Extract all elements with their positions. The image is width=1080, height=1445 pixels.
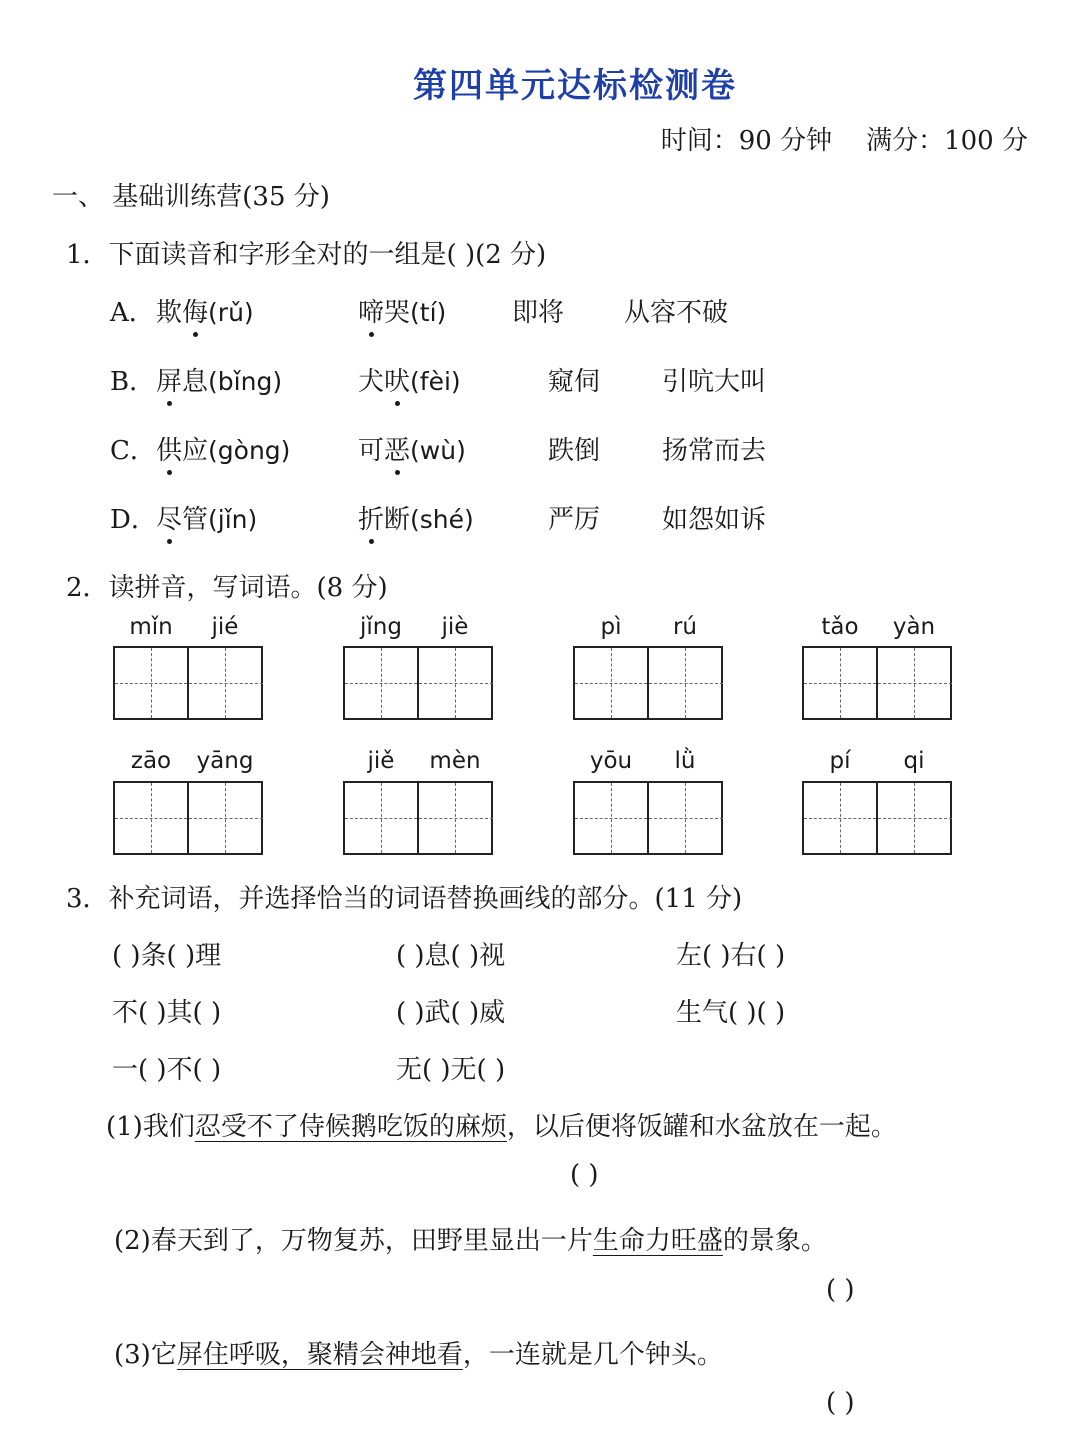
pinyin-label: jié <box>211 614 239 640</box>
pinyin-label: lǜ <box>674 748 696 774</box>
q2-stem: 2．读拼音，写词语。(8 分) <box>66 573 388 603</box>
writing-grid[interactable] <box>802 781 952 855</box>
pinyin-label: yàn <box>892 614 936 640</box>
exam-meta <box>627 120 1028 157</box>
grid-cell[interactable] <box>575 783 649 853</box>
grid-cell[interactable] <box>804 783 878 853</box>
full-score: 满分：100 分 <box>866 126 1028 156</box>
option-word-3: 窥伺 <box>548 367 601 397</box>
section-heading: 一、 基础训练营(35 分) <box>52 182 330 212</box>
idiom-fill-8[interactable]: 无( )无( ) <box>396 1055 506 1085</box>
option-word-2: 可恶(wù) <box>358 430 466 467</box>
sentence-3: (3)它屏住呼吸，聚精会神地看，一连就是几个钟头。 <box>114 1340 723 1370</box>
idiom-fill-6[interactable]: 生气( )( ) <box>676 998 786 1028</box>
grid-cell[interactable] <box>878 648 952 718</box>
pinyin-label: yōu <box>589 748 633 774</box>
option-letter: B． <box>110 367 156 397</box>
pinyin-label: mǐn <box>129 614 173 640</box>
grid-cell[interactable] <box>345 783 419 853</box>
grid-cell[interactable] <box>189 648 263 718</box>
idiom-fill-4[interactable]: 不( )其( ) <box>112 998 222 1028</box>
option-word-2: 犬吠(fèi) <box>358 361 461 398</box>
option-word-4: 从容不破 <box>624 298 729 328</box>
option-word-4: 引吭大叫 <box>662 367 767 397</box>
option-word-2: 啼哭(tí) <box>358 292 446 329</box>
writing-grid[interactable] <box>802 646 952 720</box>
grid-cell[interactable] <box>878 783 952 853</box>
grid-cell[interactable] <box>419 783 493 853</box>
idiom-fill-5[interactable]: ( )武( )威 <box>396 998 506 1028</box>
option-word-4: 如怨如诉 <box>662 505 767 535</box>
option-word-1: 尽管(jǐn) <box>156 499 257 536</box>
option-word-4: 扬常而去 <box>662 436 767 466</box>
writing-grid[interactable] <box>343 646 493 720</box>
writing-grid[interactable] <box>573 646 723 720</box>
idiom-fill-2[interactable]: ( )息( )视 <box>396 941 506 971</box>
option-word-1: 屏息(bǐng) <box>156 361 282 398</box>
option-word-3: 即将 <box>512 298 565 328</box>
time-limit: 时间：90 分钟 <box>660 126 833 156</box>
writing-grid[interactable] <box>573 781 723 855</box>
writing-grid[interactable] <box>343 781 493 855</box>
pinyin-label: tǎo <box>821 614 859 640</box>
grid-cell[interactable] <box>649 648 723 718</box>
option-word-3: 跌倒 <box>548 436 601 466</box>
idiom-fill-1[interactable]: ( )条( )理 <box>112 941 222 971</box>
grid-cell[interactable] <box>345 648 419 718</box>
pinyin-label: pí <box>829 748 851 774</box>
grid-cell[interactable] <box>115 648 189 718</box>
pinyin-label: jiè <box>441 614 469 640</box>
underlined-phrase: 生命力旺盛 <box>592 1226 723 1256</box>
pinyin-label: qi <box>903 748 925 774</box>
grid-cell[interactable] <box>419 648 493 718</box>
grid-cell[interactable] <box>189 783 263 853</box>
page-title: 第四单元达标检测卷 <box>413 66 737 106</box>
option-word-1: 供应(gòng) <box>156 430 290 467</box>
pinyin-label: jiě <box>367 748 395 774</box>
option-letter: D． <box>110 505 157 535</box>
answer-blank-3[interactable]: ( ) <box>826 1388 855 1418</box>
option-word-2: 折断(shé) <box>358 499 474 536</box>
sentence-2: (2)春天到了，万物复苏，田野里显出一片生命力旺盛的景象。 <box>114 1226 827 1256</box>
grid-cell[interactable] <box>115 783 189 853</box>
grid-cell[interactable] <box>804 648 878 718</box>
writing-grid[interactable] <box>113 646 263 720</box>
writing-grid[interactable] <box>113 781 263 855</box>
underlined-phrase: 屏住呼吸，聚精会神地看 <box>176 1340 463 1370</box>
q1-stem: 1．下面读音和字形全对的一组是( )(2 分) <box>66 240 547 270</box>
idiom-fill-7[interactable]: 一( )不( ) <box>112 1055 222 1085</box>
option-word-3: 严厉 <box>548 505 601 535</box>
pinyin-label: jǐng <box>360 614 402 640</box>
grid-cell[interactable] <box>575 648 649 718</box>
answer-blank-1[interactable]: ( ) <box>570 1160 599 1190</box>
option-letter: A． <box>110 298 155 328</box>
sentence-1: (1)我们忍受不了侍候鹅吃饭的麻烦，以后便将饭罐和水盆放在一起。 <box>106 1112 897 1142</box>
grid-cell[interactable] <box>649 783 723 853</box>
idiom-fill-3[interactable]: 左( )右( ) <box>676 941 786 971</box>
option-word-1: 欺侮(rǔ) <box>156 292 254 329</box>
q3-stem: 3．补充词语，并选择恰当的词语替换画线的部分。(11 分) <box>66 884 743 914</box>
pinyin-label: yāng <box>196 748 254 774</box>
option-letter: C． <box>110 436 156 466</box>
pinyin-label: rú <box>672 614 698 640</box>
pinyin-label: pì <box>600 614 622 640</box>
pinyin-label: mèn <box>429 748 481 774</box>
answer-blank-2[interactable]: ( ) <box>826 1275 855 1305</box>
underlined-phrase: 忍受不了侍候鹅吃饭的麻烦 <box>194 1112 507 1142</box>
pinyin-label: zāo <box>130 748 172 774</box>
